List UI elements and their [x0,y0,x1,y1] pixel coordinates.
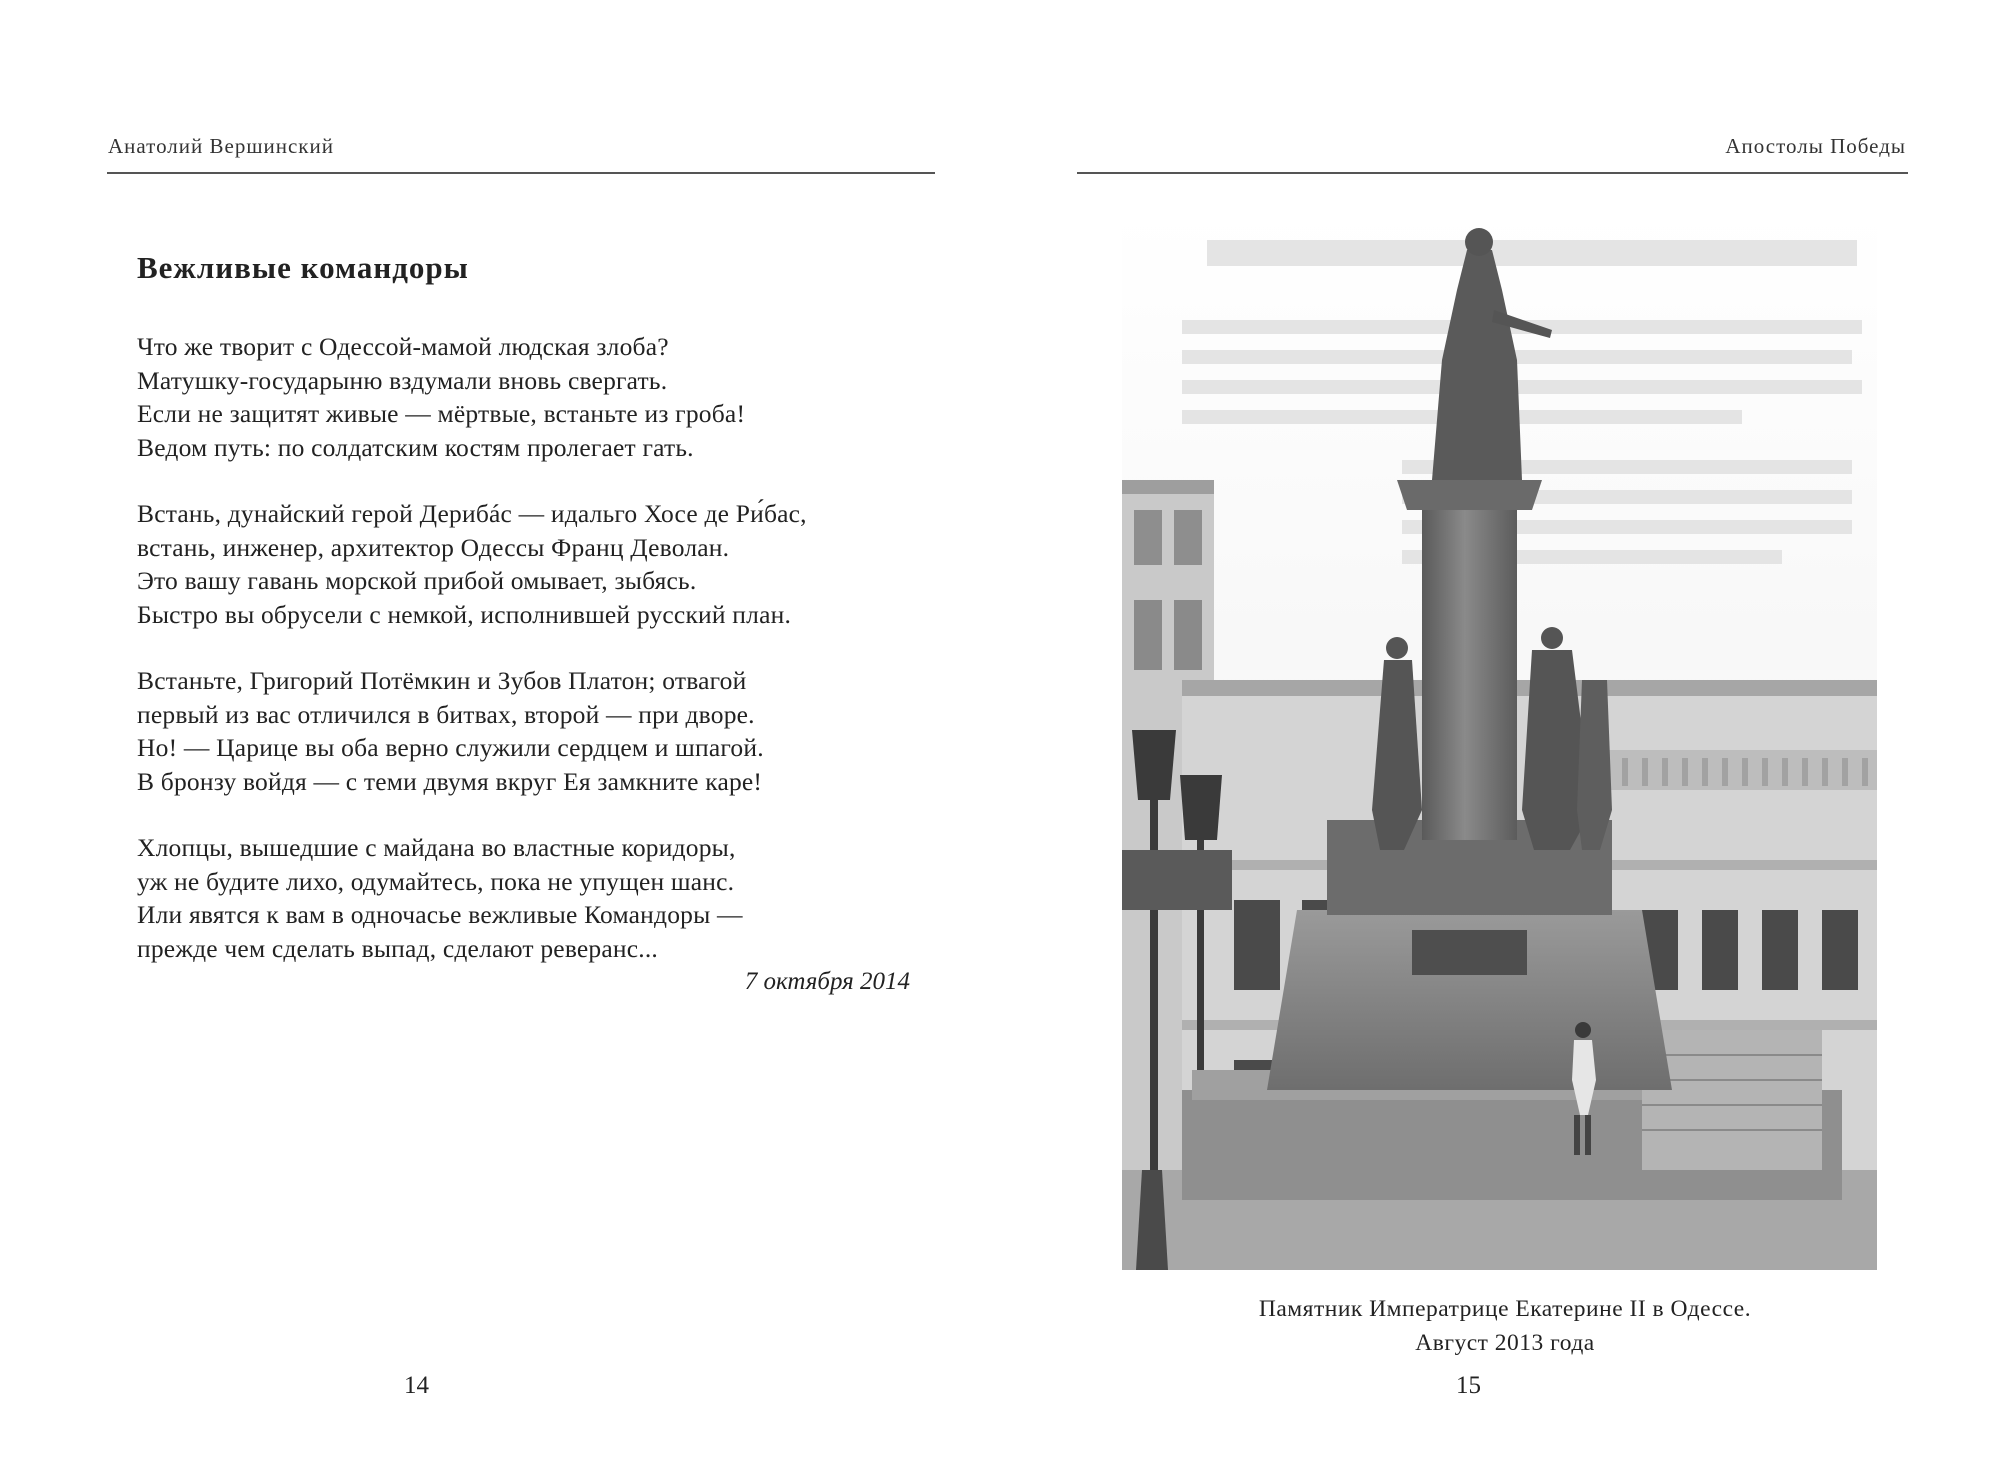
monument-photo [1122,210,1877,1270]
page-number-right: 15 [1456,1372,1481,1399]
verse-line: Быстро вы обрусели с немкой, исполнившей русский план. [137,599,792,629]
verse-line: Если не защитят живые — мёртвые, встаньте из гроба! [137,399,746,428]
stanza-2 [137,497,937,631]
verse-line: Или явятся к вам в одночасье вежливые Командоры — [137,900,743,929]
verse-line: Что же творит с Одессой-мамой людская злоба? [137,332,669,361]
verse-line: Встань, дунайский герой Дерибáс — идальго Хосе де Ри́бас, [137,499,807,528]
verse-line: Встаньте, Григорий Потёмкин и Зубов Платон; отвагой [137,666,747,695]
verse-line: В бронзу войдя — с теми двумя вкруг Ея замкните каре! [137,766,763,796]
running-head-author: Анатолий Вершинский [108,134,334,158]
page-number-left: 14 [404,1372,429,1399]
caption-line-1: Памятник Императрице Екатерине II в Одессе. [1258,1296,1752,1322]
poem-body [137,330,937,998]
stanza-3 [137,664,937,798]
verse-line: Но! — Царице вы оба верно служили сердцем и шпагой. [137,733,764,762]
header-rule [1077,172,1908,174]
stanza-1 [137,330,937,464]
header-rule [107,172,935,174]
verse-line: уж не будите лихо, одумайтесь, пока не упущен шанс. [137,866,735,896]
poem-title: Вежливые командоры [137,250,469,285]
verse-line: первый из вас отличился в битвах, второй — при дворе. [137,699,755,729]
verse-line: Это вашу гавань морской прибой омывает, зыбясь. [137,566,697,595]
photo-caption [1100,1292,1910,1360]
running-head-book-title: Апостолы Победы [1725,134,1906,158]
right-page [1000,0,2000,1481]
verse-line: встань, инженер, архитектор Одессы Франц Деволан. [137,532,730,562]
stanza-4 [137,831,937,965]
verse-line: прежде чем сделать выпад, сделают реверанс... [137,933,658,963]
caption-line-2: Август 2013 года [1415,1330,1595,1356]
verse-line: Ведом путь: по солдатским костям пролегает гать. [137,432,694,462]
poem-date: 7 октября 2014 [744,968,910,995]
verse-line: Хлопцы, вышедшие с майдана во властные коридоры, [137,833,736,862]
verse-line: Матушку-государыню вздумали вновь свергать. [137,365,668,395]
